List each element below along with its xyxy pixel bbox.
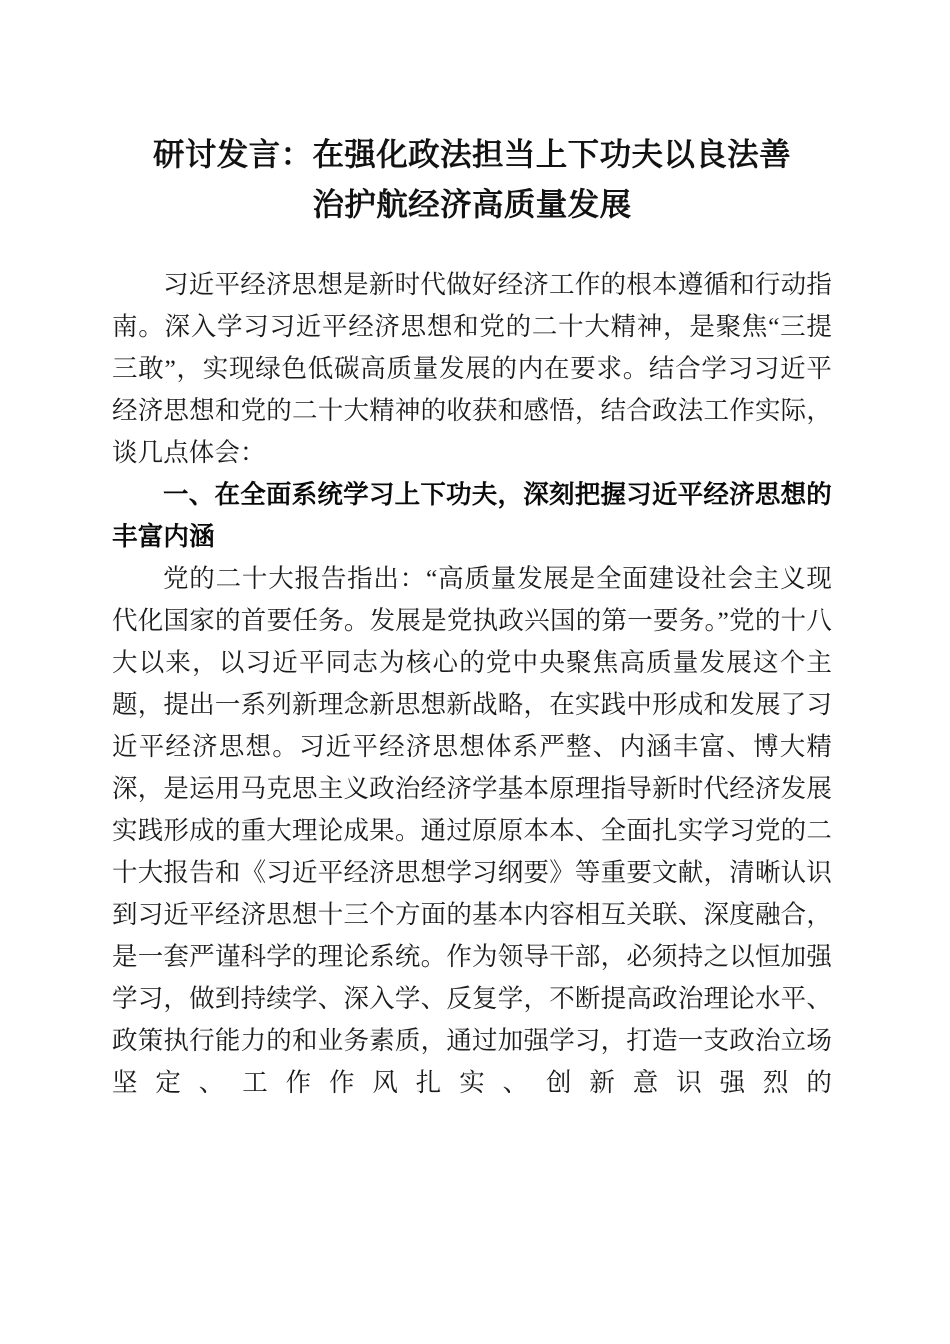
intro-paragraph: 习近平经济思想是新时代做好经济工作的根本遵循和行动指南。深入学习习近平经济思想和党的二十大精神，是聚焦“三提三敢”，实现绿色低碳高质量发展的内在要求。结合学习习近平经济思想和党的二十大精神的收获和感悟，结合政法工作实际，谈几点体会： bbox=[112, 270, 832, 467]
section-one-paragraph: 党的二十大报告指出：“高质量发展是全面建设社会主义现代化国家的首要任务。发展是党执政兴国的第一要务。”党的十八大以来，以习近平同志为核心的党中央聚焦高质量发展这个主题，提出一系列新理念新思想新战略，在实践中形成和发展了习近平经济思想。习近平经济思想体系严整、内涵丰富、博大精深，是运用马克思主义政治经济学基本原理指导新时代经济发展实践形成的重大理论成果。通过原原本本、全面扎实学习党的二十大报告和《习近平经济思想学习纲要》等重要文献，清晰认识到习近平经济思想十三个方面的基本内容相互关联、深度融合，是一套严谨科学的理论系统。作为领导干部，必须持之以恒加强学习，做到持续学、深入学、反复学，不断提高政治理论水平、政策执行能力的和业务素质，通过加强学习，打造一支政治立场坚定、工作作风扎实、创新意识强烈的 bbox=[112, 564, 832, 1097]
title-line-1: 研讨发言：在强化政法担当上下功夫以良法善 bbox=[152, 137, 791, 172]
page-title bbox=[112, 130, 832, 230]
section-heading-one: 一、在全面系统学习上下功夫，深刻把握习近平经济思想的丰富内涵 bbox=[112, 481, 832, 551]
title-line-2: 治护航经济高质量发展 bbox=[312, 187, 632, 222]
